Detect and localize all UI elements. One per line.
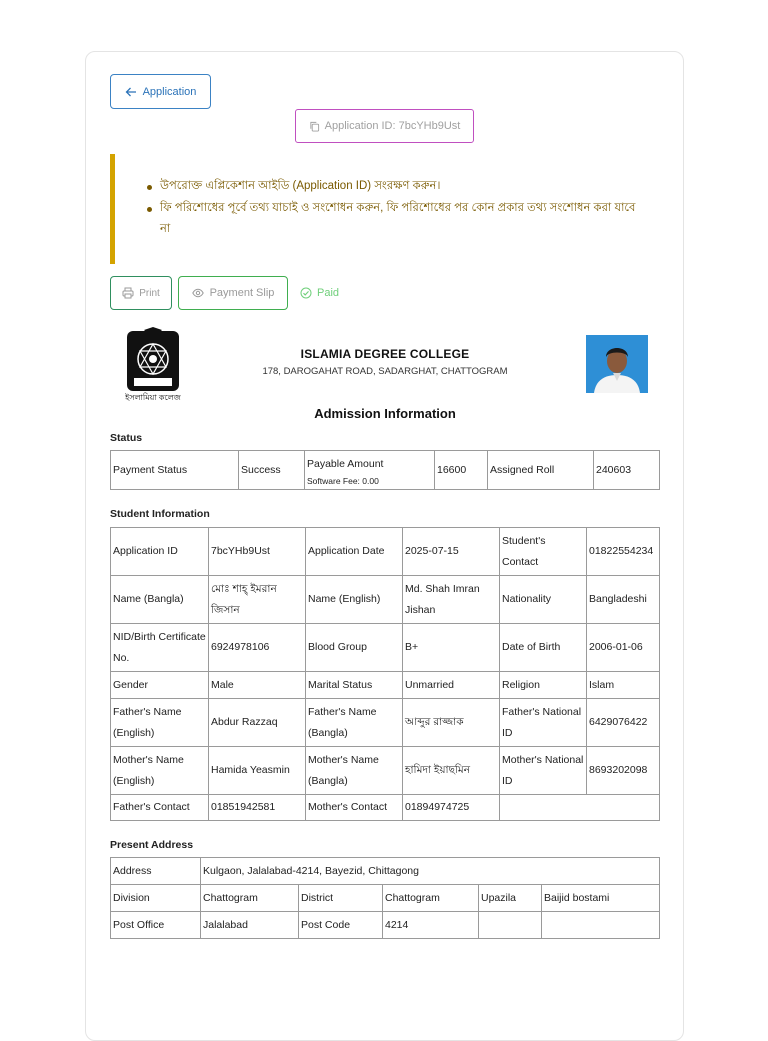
post-code-label: Post Code — [299, 912, 383, 939]
cell: আব্দুর রাজ্জাক — [403, 699, 500, 747]
cell: Father's Name (English) — [111, 699, 209, 747]
cell: Male — [209, 672, 306, 699]
college-address: 178, DAROGAHAT ROAD, SADARGHAT, CHATTOGRAM — [262, 366, 508, 377]
payment-status-value: Success — [239, 451, 305, 490]
cell: Name (English) — [306, 576, 403, 624]
college-name: ISLAMIA DEGREE COLLEGE — [300, 347, 470, 361]
table-row — [111, 624, 660, 672]
check-circle-icon — [300, 287, 312, 299]
cell: Nationality — [500, 576, 587, 624]
print-label: Print — [139, 287, 160, 299]
arrow-left-icon — [125, 86, 137, 98]
notice-item: ফি পরিশোধের পূর্বে তথ্য যাচাই ও সংশোধন করুন, ফি পরিশোধের পর কোন প্রকার তথ্য সংশোধন করা যাবে না — [160, 198, 640, 241]
notice-box — [110, 154, 659, 264]
assigned-roll-label: Assigned Roll — [488, 451, 594, 490]
status-table — [110, 450, 660, 490]
upazila-value: Baijid bostami — [542, 885, 660, 912]
division-label: Division — [111, 885, 201, 912]
table-row — [111, 795, 660, 821]
cell: Religion — [500, 672, 587, 699]
cell: Father's National ID — [500, 699, 587, 747]
cell: Islam — [587, 672, 660, 699]
cell: Application ID — [111, 528, 209, 576]
present-address-section-title: Present Address — [110, 839, 194, 851]
cell: Mother's National ID — [500, 747, 587, 795]
table-row — [111, 858, 660, 885]
cell: 6429076422 — [587, 699, 660, 747]
cell: 2006-01-06 — [587, 624, 660, 672]
cell: 01851942581 — [209, 795, 306, 821]
cell: Mother's Name (English) — [111, 747, 209, 795]
cell: 8693202098 — [587, 747, 660, 795]
printer-icon — [122, 287, 134, 299]
payable-amount-label: Payable Amount — [307, 457, 384, 470]
application-id-text: Application ID: 7bcYHb9Ust — [324, 120, 461, 132]
cell: Marital Status — [306, 672, 403, 699]
district-label: District — [299, 885, 383, 912]
cell: 7bcYHb9Ust — [209, 528, 306, 576]
cell: 01822554234 — [587, 528, 660, 576]
cell: Abdur Razzaq — [209, 699, 306, 747]
payable-amount-cell — [305, 451, 435, 490]
cell: 2025-07-15 — [403, 528, 500, 576]
post-office-value: Jalalabad — [201, 912, 299, 939]
cell: B+ — [403, 624, 500, 672]
cell: 01894974725 — [403, 795, 500, 821]
upazila-label: Upazila — [479, 885, 542, 912]
cell: NID/Birth Certificate No. — [111, 624, 209, 672]
cell: 6924978106 — [209, 624, 306, 672]
table-row — [111, 672, 660, 699]
table-row — [111, 885, 660, 912]
cell: Unmarried — [403, 672, 500, 699]
cell: Father's Name (Bangla) — [306, 699, 403, 747]
cell: Mother's Contact — [306, 795, 403, 821]
empty-cell — [500, 795, 660, 821]
cell: Student's Contact — [500, 528, 587, 576]
empty-cell — [542, 912, 660, 939]
cell: Father's Contact — [111, 795, 209, 821]
table-row — [111, 528, 660, 576]
cell: Bangladeshi — [587, 576, 660, 624]
division-value: Chattogram — [201, 885, 299, 912]
district-value: Chattogram — [383, 885, 479, 912]
back-button-label: Application — [142, 85, 197, 98]
table-row — [111, 576, 660, 624]
logo-caption: ইসলামিয়া কলেজ — [125, 393, 181, 402]
back-to-application-button[interactable] — [110, 74, 211, 109]
cell: Hamida Yeasmin — [209, 747, 306, 795]
cell: মোঃ শাহ্ ইমরান জিসান — [209, 576, 306, 624]
notice-item: উপরোক্ত এপ্লিকেশান আইডি (Application ID) সংরক্ষণ করুন। — [160, 176, 640, 198]
cell: Name (Bangla) — [111, 576, 209, 624]
admission-title: Admission Information — [314, 406, 456, 421]
post-code-value: 4214 — [383, 912, 479, 939]
application-id-copy-box[interactable] — [295, 109, 474, 143]
post-office-label: Post Office — [111, 912, 201, 939]
paid-status — [300, 284, 339, 302]
table-row — [111, 451, 660, 490]
cell: Application Date — [306, 528, 403, 576]
table-row — [111, 747, 660, 795]
student-info-table — [110, 527, 660, 821]
student-photo — [586, 335, 648, 393]
copy-icon — [309, 121, 320, 132]
eye-icon — [192, 287, 204, 299]
cell: Blood Group — [306, 624, 403, 672]
address-value: Kulgaon, Jalalabad-4214, Bayezid, Chittagong — [201, 858, 660, 885]
empty-cell — [479, 912, 542, 939]
address-label: Address — [111, 858, 201, 885]
payment-status-label: Payment Status — [111, 451, 239, 490]
payment-slip-label: Payment Slip — [209, 287, 275, 299]
print-button[interactable] — [110, 276, 172, 310]
assigned-roll-value: 240603 — [594, 451, 660, 490]
software-fee: Software Fee: 0.00 — [307, 475, 379, 486]
cell: হামিদা ইয়াছমিন — [403, 747, 500, 795]
cell: Md. Shah Imran Jishan — [403, 576, 500, 624]
cell: Mother's Name (Bangla) — [306, 747, 403, 795]
status-section-title: Status — [110, 432, 143, 444]
cell: Date of Birth — [500, 624, 587, 672]
cell: Gender — [111, 672, 209, 699]
present-address-table — [110, 857, 660, 939]
table-row — [111, 912, 660, 939]
payment-slip-button[interactable] — [178, 276, 288, 310]
payable-amount-value: 16600 — [435, 451, 488, 490]
student-section-title: Student Information — [110, 508, 210, 520]
table-row — [111, 699, 660, 747]
paid-label: Paid — [317, 287, 340, 299]
